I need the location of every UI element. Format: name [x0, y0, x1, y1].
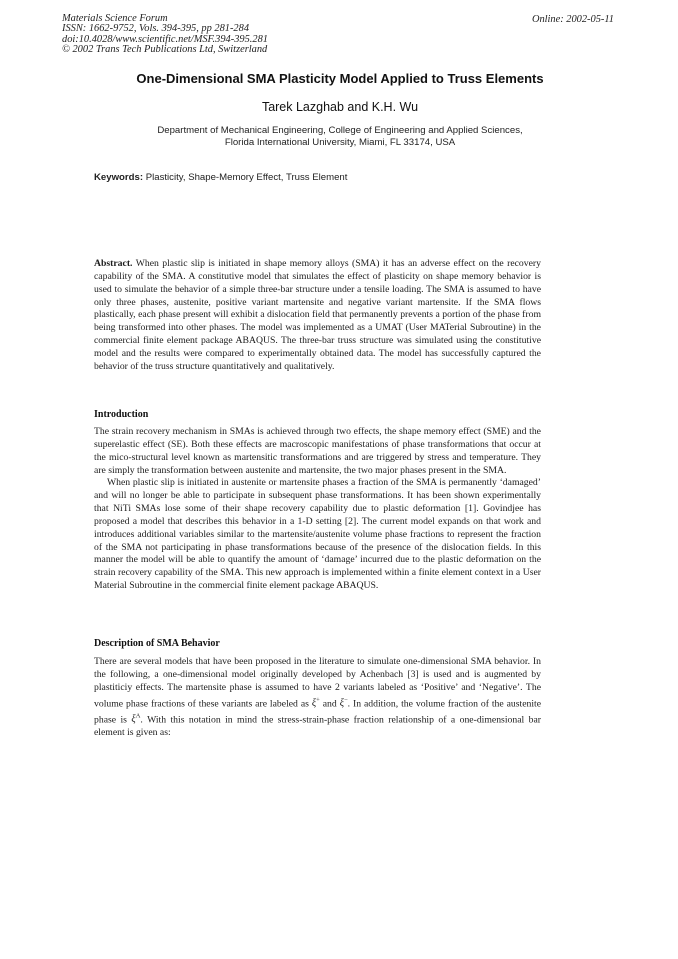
- doi-line: doi:10.4028/www.scientific.net/MSF.394-395.281: [62, 33, 268, 45]
- introduction-body: [94, 426, 541, 593]
- introduction-paragraph: The strain recovery mechanism in SMAs is achieved through two effects, the shape memory effect (SME) and the superelastic effect (SE). Both these effects are macroscopic manifestations of phase transformations that occur at the mico-structural level known as martensitic transformations and are triggered by stress and temperature. They are simply the transformation between austenite and martensite, the two major phases present in the SMA.: [94, 426, 541, 476]
- issn-line: ISSN: 1662-9752, Vols. 394-395, pp 281-284: [62, 23, 250, 35]
- sma-behavior-body: [94, 656, 541, 740]
- abstract: [94, 258, 541, 374]
- introduction-heading: Introduction: [94, 409, 149, 420]
- xi-austenite-symbol: $\xi^A$: [131, 712, 141, 726]
- journal-header: [62, 14, 268, 56]
- xi-plus-symbol: ξ+: [311, 696, 320, 709]
- affiliation: [90, 125, 590, 149]
- paper-title: One-Dimensional SMA Plasticity Model Applied to Truss Elements: [136, 71, 544, 86]
- online-date: Online: 2002-05-11: [531, 14, 614, 25]
- journal-name: Materials Science Forum: [62, 13, 168, 24]
- abstract-label: Abstract.: [94, 258, 133, 269]
- sma-behavior-heading: Description of SMA Behavior: [94, 638, 220, 649]
- xi-minus-symbol: ξ−: [339, 696, 348, 709]
- introduction-paragraph: When plastic slip is initiated in austenite or martensite phases a fraction of the SMA is permanently ‘damaged’ and will no longer be able to participate in subsequent phase transformations. It has been shown experimentally that NiTi SMAs lose some of their shape recovery capability due to plastic deformation [1]. Govindjee has proposed a model that describes this behavior in a 1-D setting [2]. The current model expands on that work and introduces additional variables similar to the martensite/austenite volume phase fractions to represent the fraction of the SMA not participating in phase transformations because of the presence of the dislocation fields. In this manner the model will be able to quantify the amount of ‘damage’ incurred due to the plastic deformation on the strain recovery capability of the SMA. This new approach is implemented within a finite element context in a User Material Subroutine in the commercial finite element package ABAQUS.: [94, 477, 541, 592]
- paper-authors: Tarek Lazghab and K.H. Wu: [261, 100, 419, 114]
- copyright-line: © 2002 Trans Tech Publications Ltd, Switzerland: [62, 44, 268, 56]
- sma-behavior-paragraph: There are several models that have been proposed in the literature to simulate one-dimensional SMA behavior. In the following, a one-dimensional model originally developed by Achenbach [3] is used and is augmented by plastiticiy effects. The martensite phase is assumed to have 2 variants labeled as ‘Positive’ and ‘Negative’. The volume phase fractions of these variants are labeled as ξ+ and ξ−. In addition, the volume fraction of the austenite phase is $\xi^A$. With this notation in mind the stress-strain-phase fraction relationship of a one-dimensional bar element is given as:: [94, 656, 542, 738]
- abstract-text: When plastic slip is initiated in shape memory alloys (SMA) it has an adverse effect on the recovery capability of the SMA. A constitutive model that simulates the effect of plasticity on shape memory behavior is used to simulate the behavior of a simple three-bar structure under a tensile loading. The SMA is assumed to have only three phases, austenite, positive variant martensite and negative variant martensite. If the SMA flows plastically, each phase present will exhibit a dislocation field that permanently prevents a portion of the phase from being transformed into other phases. The model was implemented as a UMAT (User MATerial Subroutine) in the commercial finite element package ABAQUS. The three-bar truss structure was simulated using the constitutive model and the results were compared to experimentally obtained data. The model has successfully captured the behavior of the truss structure quantitatively and qualitatively.: [94, 258, 541, 372]
- keywords-label: Keywords:: [94, 172, 144, 183]
- affiliation-line: Florida International University, Miami, FL 33174, USA: [224, 137, 456, 148]
- affiliation-line: Department of Mechanical Engineering, College of Engineering and Applied Sciences,: [157, 125, 523, 136]
- keywords-text: Plasticity, Shape-Memory Effect, Truss Element: [145, 172, 348, 183]
- keywords: [94, 172, 347, 183]
